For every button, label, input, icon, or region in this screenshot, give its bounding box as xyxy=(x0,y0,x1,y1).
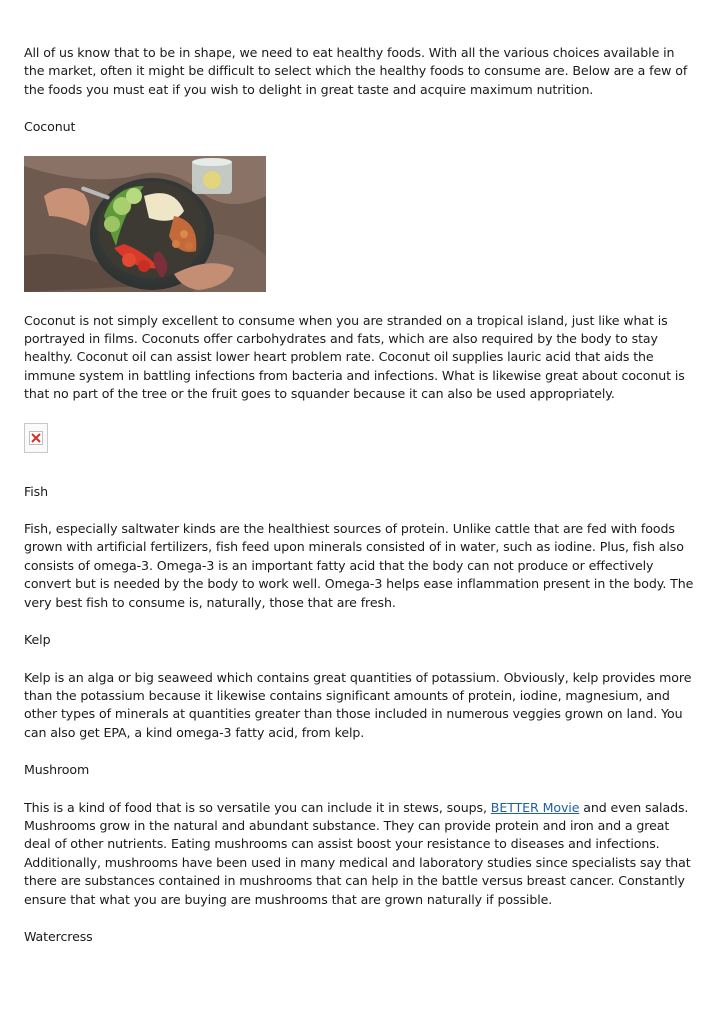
coconut-heading: Coconut xyxy=(24,119,76,135)
fish-paragraph: Fish, especially saltwater kinds are the healthiest sources of protein. Unlike cattle that are fed with foods grown with artificial fertilizers, fish feed upon minerals consisted of in water, such as iodine. Plus, fish also consists of omega-3. Omega-3 is an important fatty acid that the body can not produce or effectively convert but is needed by the body to work well. Omega-3 helps ease inflammation present in the body. The very best fish to consume is, naturally, those that are fresh. xyxy=(24,521,694,610)
mushroom-text-after: and even salads. Mushrooms grow in the natural and abundant substance. They can provide protein and iron and a great deal of other nutrients. Eating mushrooms can assist boost your resistance to diseases and infections. Additionally, mushrooms have been used in many medical and laboratory studies since specialists say that there are substances contained in mushrooms that can help in the battle versus breast cancer. Constantly ensure that what you are buying are mushrooms that are grown naturally if possible. xyxy=(24,799,691,907)
mushroom-heading: Mushroom xyxy=(24,762,90,778)
watercress-heading: Watercress xyxy=(24,928,93,944)
broken-image-icon xyxy=(29,431,43,445)
better-movie-link[interactable]: BETTER Movie xyxy=(490,799,580,815)
kelp-heading: Kelp xyxy=(24,632,51,648)
mushroom-text-before: This is a kind of food that is so versatile you can include it in stews, soups, xyxy=(24,799,491,815)
intro-paragraph: All of us know that to be in shape, we need to eat healthy foods. With all the various choices available in the market, often it might be difficult to select which the healthy foods to consume are. Below are a few of the foods you must eat if you wish to delight in great taste and acquire maximum nutrition. xyxy=(24,45,688,97)
broken-image-placeholder xyxy=(24,423,48,453)
salad-bowl-photo xyxy=(24,156,266,292)
coconut-paragraph: Coconut is not simply excellent to consume when you are stranded on a tropical island, just like what is portrayed in films. Coconuts offer carbohydrates and fats, which are also required by the body to stay healthy. Coconut oil can assist lower heart problem rate. Coconut oil supplies lauric acid that aids the immune system in battling infections from bacteria and infections. What is likewise great about coconut is that no part of the tree or the fruit goes to squander because it can also be used appropriately. xyxy=(24,312,685,402)
mushroom-paragraph xyxy=(24,799,696,909)
kelp-paragraph: Kelp is an alga or big seaweed which contains great quantities of potassium. Obviously, kelp provides more than the potassium because it likewise contains significant amounts of protein, iodine, magnesium, and other types of minerals at quantities greater than those included in numerous veggies grown on land. You can also get EPA, a kind omega-3 fatty acid, from kelp. xyxy=(24,669,692,740)
fish-heading: Fish xyxy=(24,483,48,499)
